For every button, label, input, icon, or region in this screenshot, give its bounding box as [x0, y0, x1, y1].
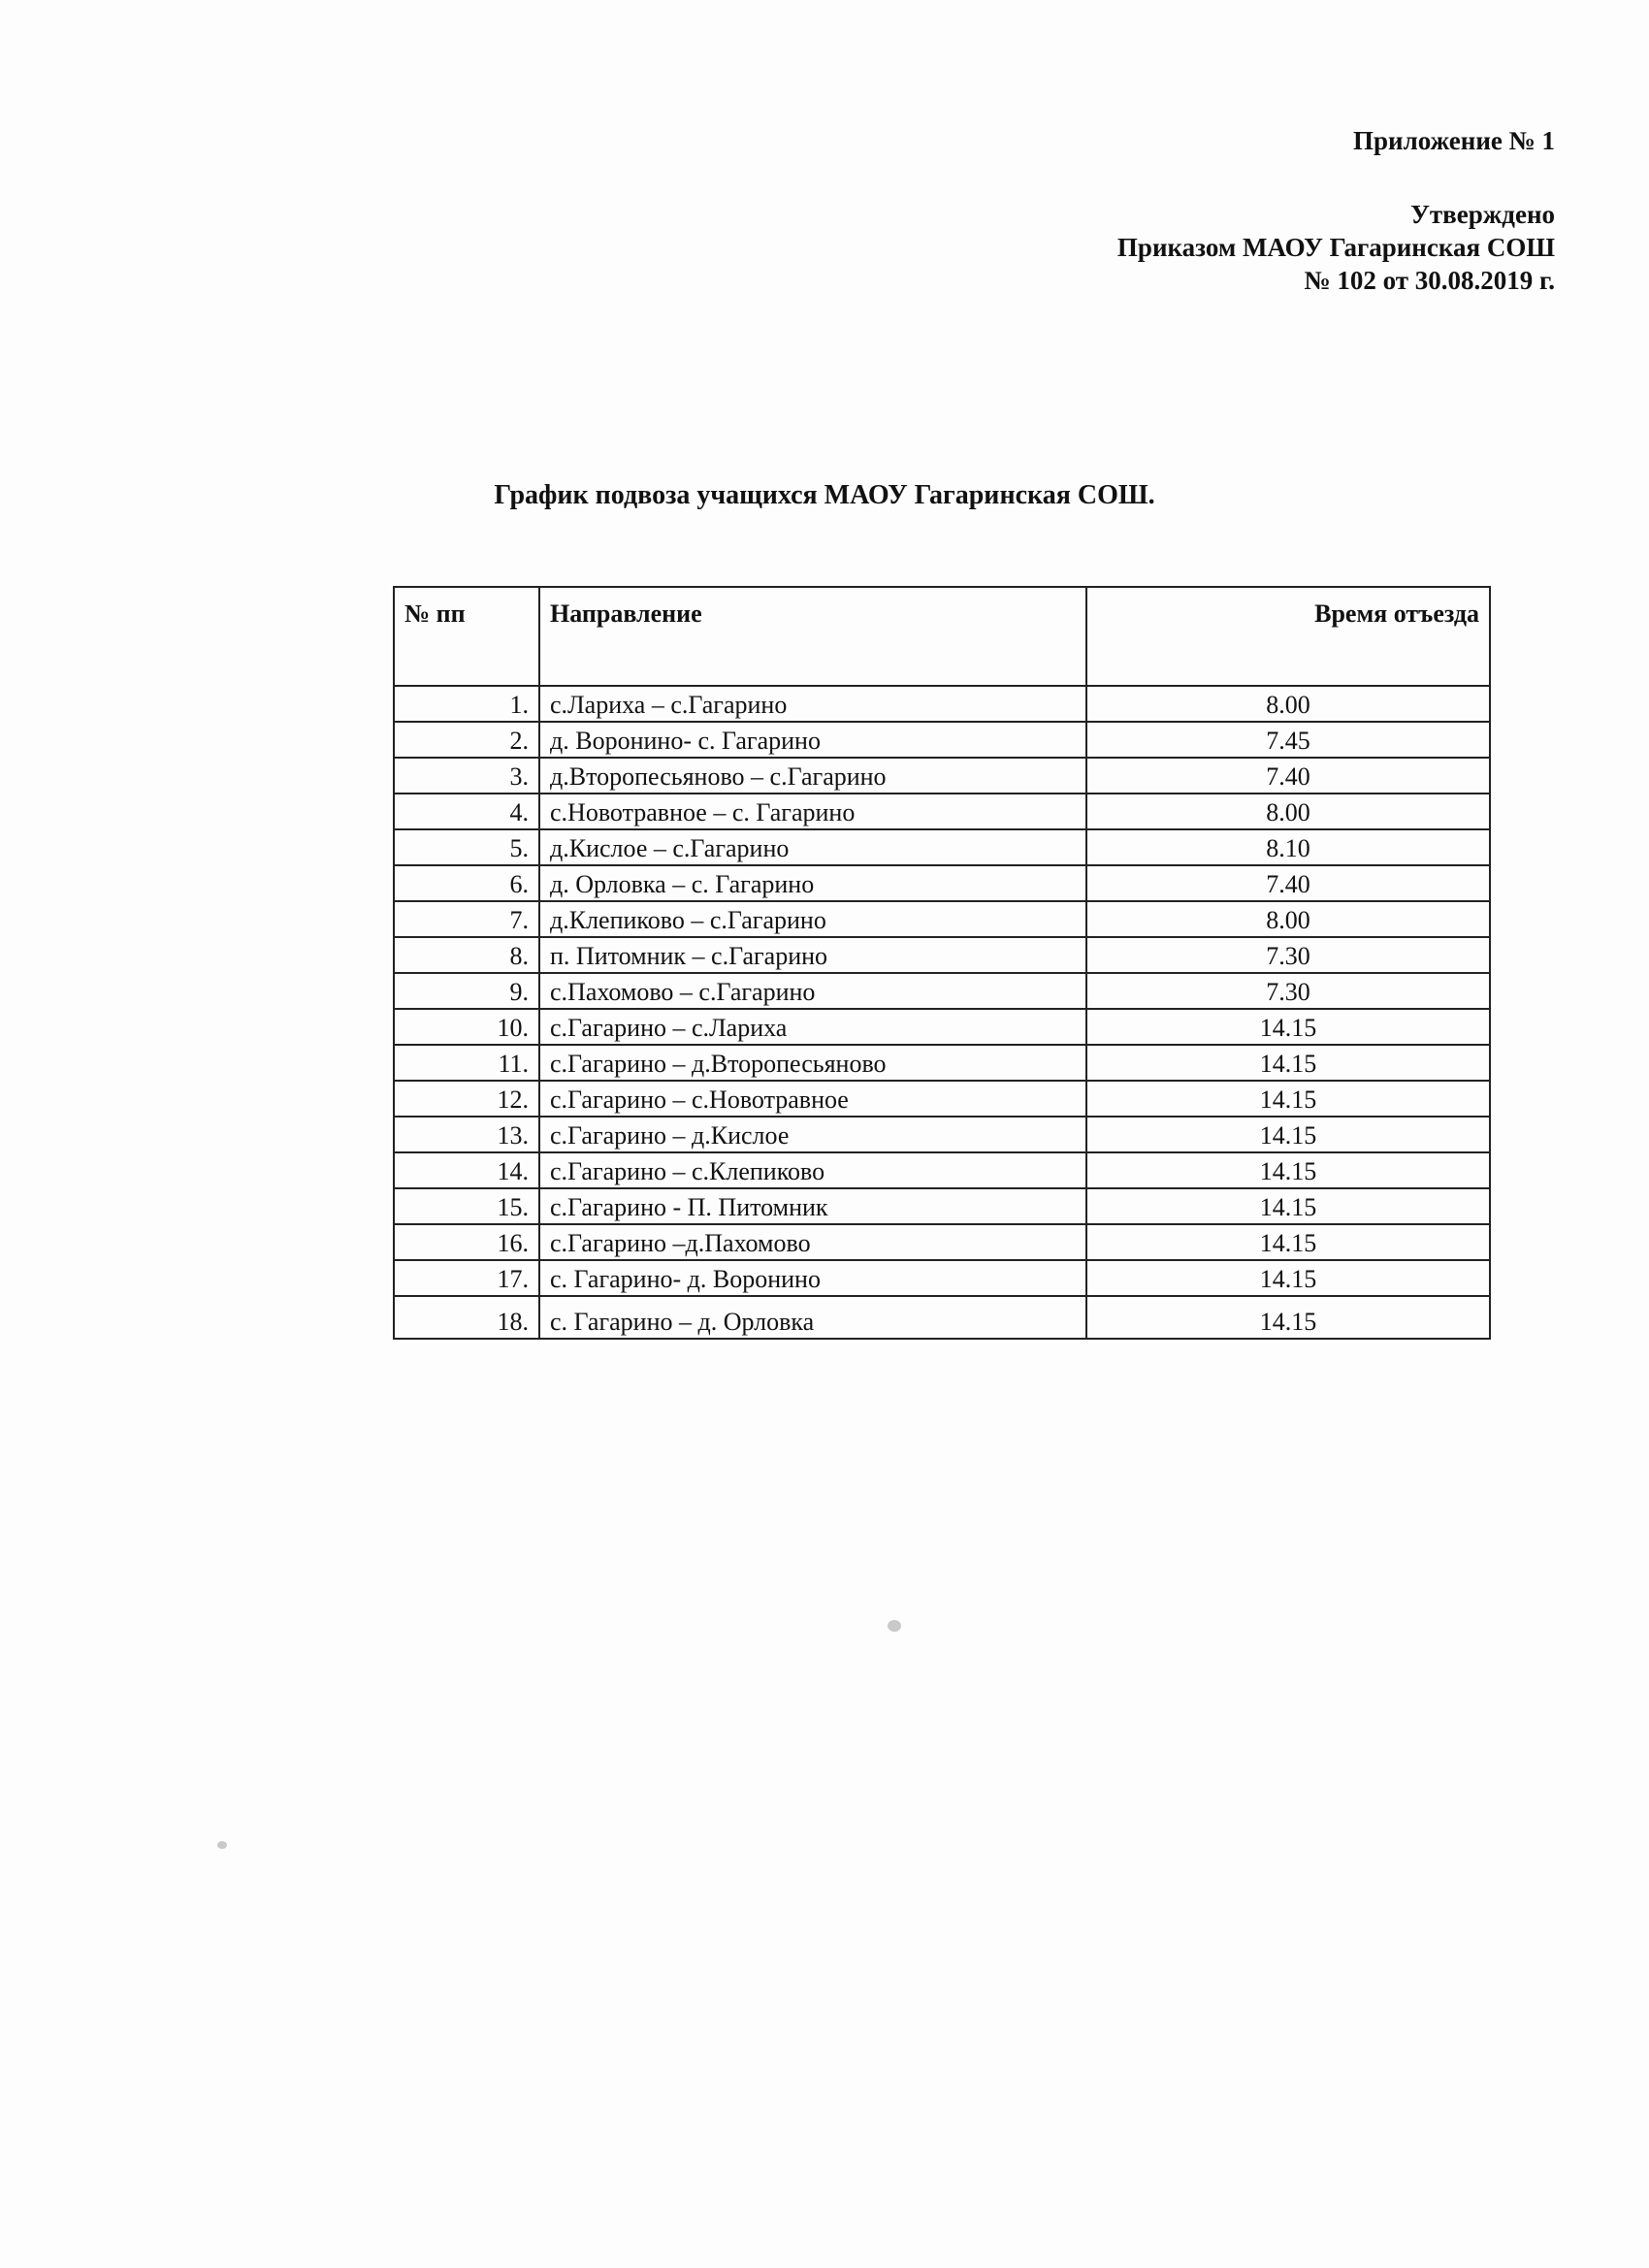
row-number: 14.: [394, 1152, 539, 1188]
paper-speck: [888, 1620, 901, 1632]
paper-speck: [217, 1841, 227, 1849]
row-direction: с.Гагарино – с.Клепиково: [539, 1152, 1086, 1188]
schedule-body: [394, 686, 1490, 1339]
row-number: 5.: [394, 829, 539, 865]
row-departure-time: 8.00: [1086, 901, 1490, 937]
table-row: [394, 865, 1490, 901]
row-number: 2.: [394, 722, 539, 758]
row-number: 10.: [394, 1009, 539, 1045]
row-departure-time: 7.40: [1086, 758, 1490, 794]
row-departure-time: 7.30: [1086, 973, 1490, 1009]
table-row: [394, 829, 1490, 865]
appendix-label: Приложение № 1: [1353, 126, 1555, 155]
row-departure-time: 8.10: [1086, 829, 1490, 865]
row-departure-time: 8.00: [1086, 794, 1490, 829]
row-departure-time: 14.15: [1086, 1260, 1490, 1296]
row-direction: с. Гагарино – д. Орловка: [539, 1296, 1086, 1339]
table-row: [394, 1224, 1490, 1260]
row-number: 16.: [394, 1224, 539, 1260]
table-row: [394, 1152, 1490, 1188]
row-direction: с.Пахомово – с.Гагарино: [539, 973, 1086, 1009]
table-row: [394, 1081, 1490, 1117]
table-row: [394, 1260, 1490, 1296]
table-row: [394, 973, 1490, 1009]
row-departure-time: 7.45: [1086, 722, 1490, 758]
table-row: [394, 794, 1490, 829]
row-number: 11.: [394, 1045, 539, 1081]
row-direction: с.Гагарино –д.Пахомово: [539, 1224, 1086, 1260]
row-direction: с.Лариха – с.Гагарино: [539, 686, 1086, 722]
row-number: 12.: [394, 1081, 539, 1117]
row-direction: д. Воронино- с. Гагарино: [539, 722, 1086, 758]
row-number: 6.: [394, 865, 539, 901]
row-number: 17.: [394, 1260, 539, 1296]
row-direction: д.Клепиково – с.Гагарино: [539, 901, 1086, 937]
table-row: [394, 937, 1490, 973]
table-header-row: [394, 587, 1490, 686]
table-row: [394, 901, 1490, 937]
row-number: 1.: [394, 686, 539, 722]
row-number: 3.: [394, 758, 539, 794]
row-departure-time: 14.15: [1086, 1224, 1490, 1260]
row-departure-time: 14.15: [1086, 1045, 1490, 1081]
table-row: [394, 1188, 1490, 1224]
approved-label: Утверждено: [1410, 200, 1555, 229]
table-row: [394, 1296, 1490, 1339]
row-direction: д. Орловка – с. Гагарино: [539, 865, 1086, 901]
table-row: [394, 722, 1490, 758]
row-departure-time: 14.15: [1086, 1188, 1490, 1224]
order-label: Приказом МАОУ Гагаринская СОШ: [1116, 233, 1555, 262]
row-departure-time: 14.15: [1086, 1117, 1490, 1152]
order-number: № 102 от 30.08.2019 г.: [1304, 266, 1555, 295]
row-number: 8.: [394, 937, 539, 973]
table-row: [394, 686, 1490, 722]
document-title: График подвоза учащихся МАОУ Гагаринская СОШ.: [494, 480, 1155, 510]
row-direction: с.Новотравное – с. Гагарино: [539, 794, 1086, 829]
row-direction: д.Кислое – с.Гагарино: [539, 829, 1086, 865]
approval-header: [1117, 124, 1555, 297]
column-header-time: Время отъезда: [1086, 587, 1490, 686]
row-direction: с.Гагарино – д.Кислое: [539, 1117, 1086, 1152]
row-departure-time: 7.30: [1086, 937, 1490, 973]
column-header-number: № пп: [394, 587, 539, 686]
table-row: [394, 758, 1490, 794]
row-direction: д.Второпесьяново – с.Гагарино: [539, 758, 1086, 794]
column-header-direction: Направление: [539, 587, 1086, 686]
table-row: [394, 1045, 1490, 1081]
row-number: 15.: [394, 1188, 539, 1224]
row-direction: с.Гагарино – с.Лариха: [539, 1009, 1086, 1045]
row-departure-time: 14.15: [1086, 1296, 1490, 1339]
row-departure-time: 8.00: [1086, 686, 1490, 722]
row-direction: с.Гагарино - П. Питомник: [539, 1188, 1086, 1224]
row-number: 18.: [394, 1296, 539, 1339]
row-departure-time: 14.15: [1086, 1009, 1490, 1045]
row-departure-time: 14.15: [1086, 1081, 1490, 1117]
row-departure-time: 7.40: [1086, 865, 1490, 901]
row-departure-time: 14.15: [1086, 1152, 1490, 1188]
schedule-table: [393, 586, 1491, 1340]
row-direction: с. Гагарино- д. Воронино: [539, 1260, 1086, 1296]
row-direction: с.Гагарино – с.Новотравное: [539, 1081, 1086, 1117]
row-number: 9.: [394, 973, 539, 1009]
row-direction: с.Гагарино – д.Второпесьяново: [539, 1045, 1086, 1081]
row-number: 13.: [394, 1117, 539, 1152]
row-direction: п. Питомник – с.Гагарино: [539, 937, 1086, 973]
table-row: [394, 1009, 1490, 1045]
row-number: 4.: [394, 794, 539, 829]
row-number: 7.: [394, 901, 539, 937]
table-row: [394, 1117, 1490, 1152]
